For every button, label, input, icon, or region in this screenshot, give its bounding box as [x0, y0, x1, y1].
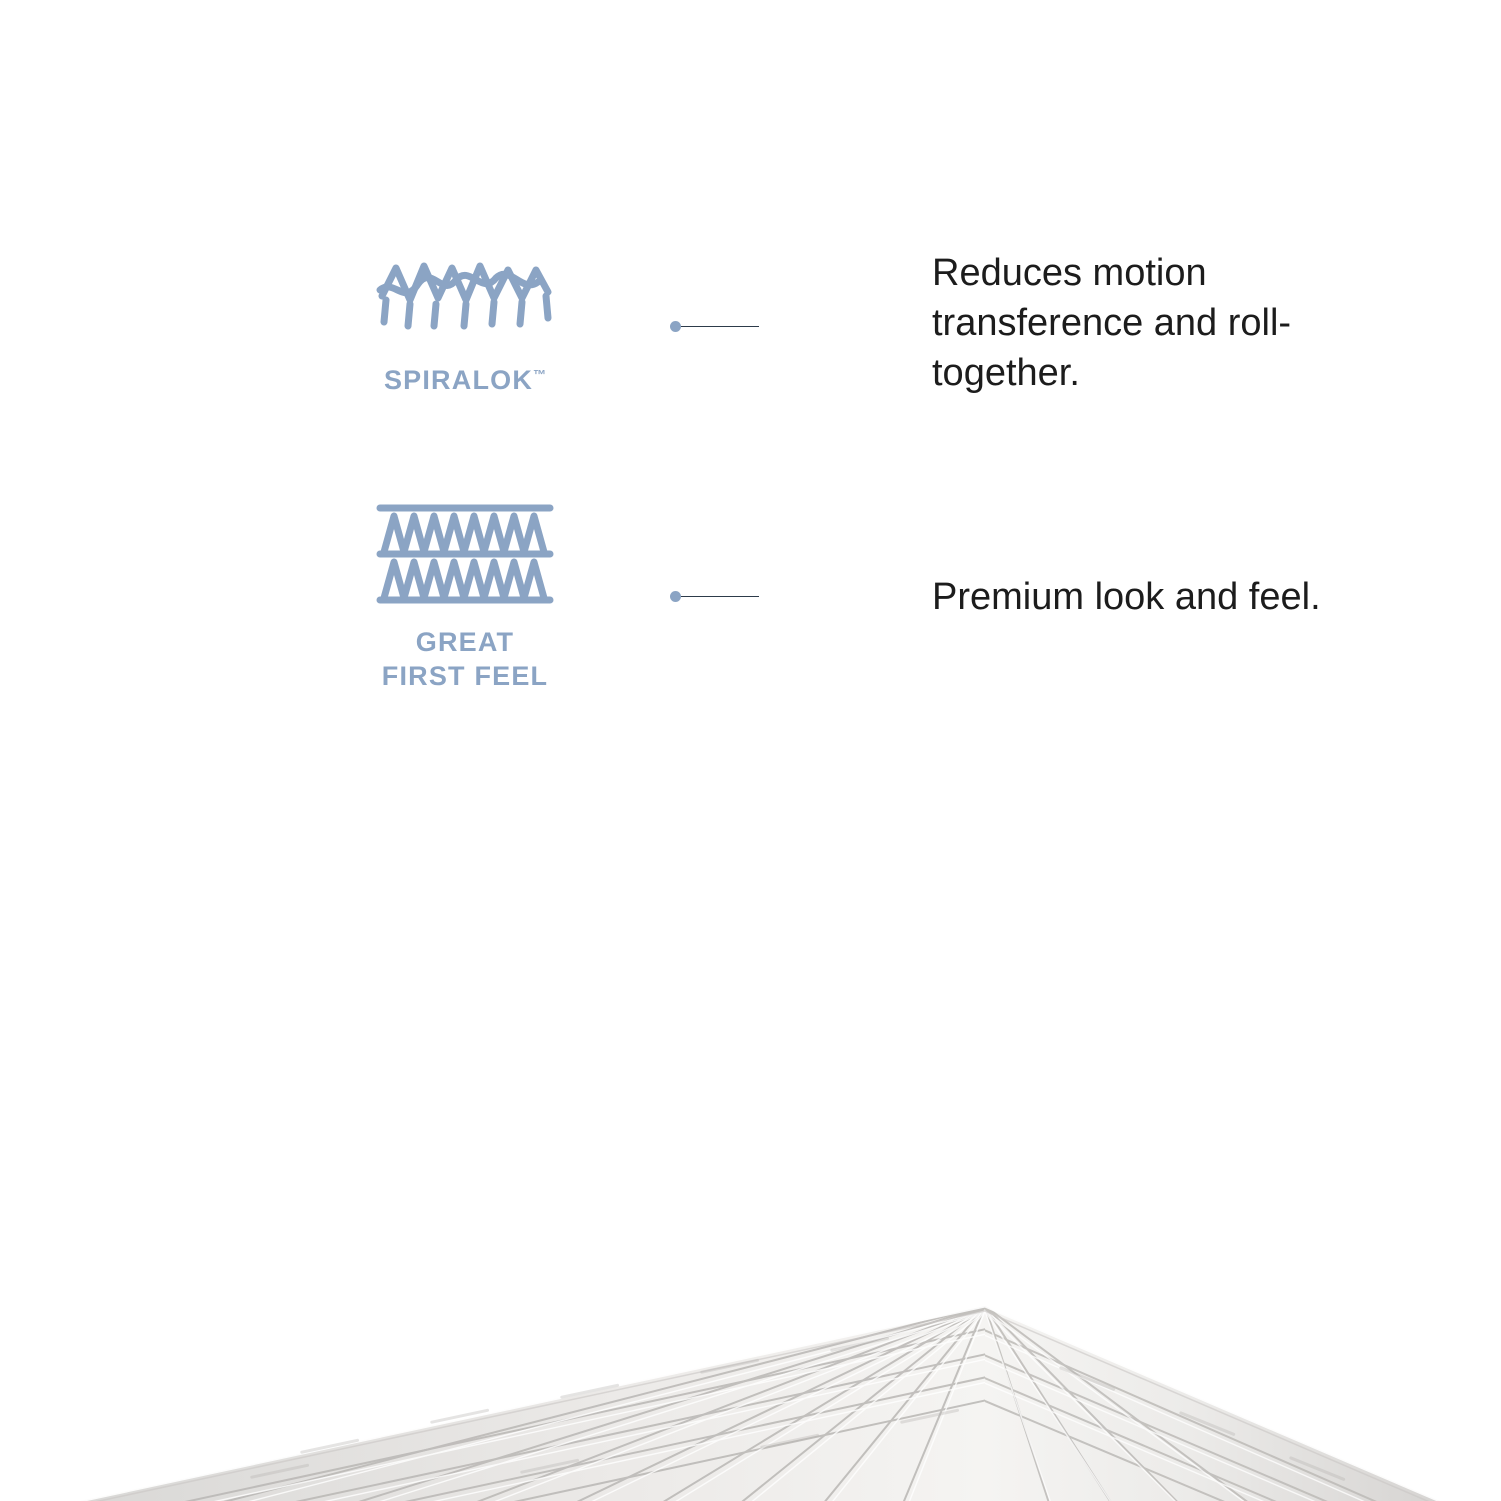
- connector-rule: [681, 326, 759, 327]
- spiralok-label: [384, 364, 546, 398]
- feature-great-first-feel: [330, 500, 1321, 694]
- great-first-feel-description: Premium look and feel.: [932, 575, 1321, 618]
- great-first-feel-label-line1: GREAT: [415, 627, 515, 657]
- spiralok-coil-icon: [370, 248, 560, 348]
- quilted-mattress-corner: [0, 1271, 1501, 1501]
- feature-spiralok: [330, 248, 1352, 398]
- great-first-feel-label-line2: FIRST FEEL: [381, 660, 549, 691]
- great-first-feel-label: [382, 626, 549, 694]
- trademark-symbol: ™: [533, 367, 547, 383]
- spiralok-description: Reduces motion transference and roll-together.: [932, 252, 1292, 395]
- great-first-feel-coil-icon: [370, 500, 560, 610]
- great-first-feel-icon-block: [330, 500, 600, 694]
- connector-line-2: [670, 591, 880, 602]
- connector-dot-icon: [670, 591, 681, 602]
- spiralok-icon-block: [330, 248, 600, 398]
- connector-rule: [681, 596, 759, 597]
- mattress-illustration: [0, 1271, 1501, 1501]
- spiralok-label-text: SPIRALOK: [383, 365, 534, 396]
- connector-line-1: [670, 321, 880, 332]
- connector-dot-icon: [670, 321, 681, 332]
